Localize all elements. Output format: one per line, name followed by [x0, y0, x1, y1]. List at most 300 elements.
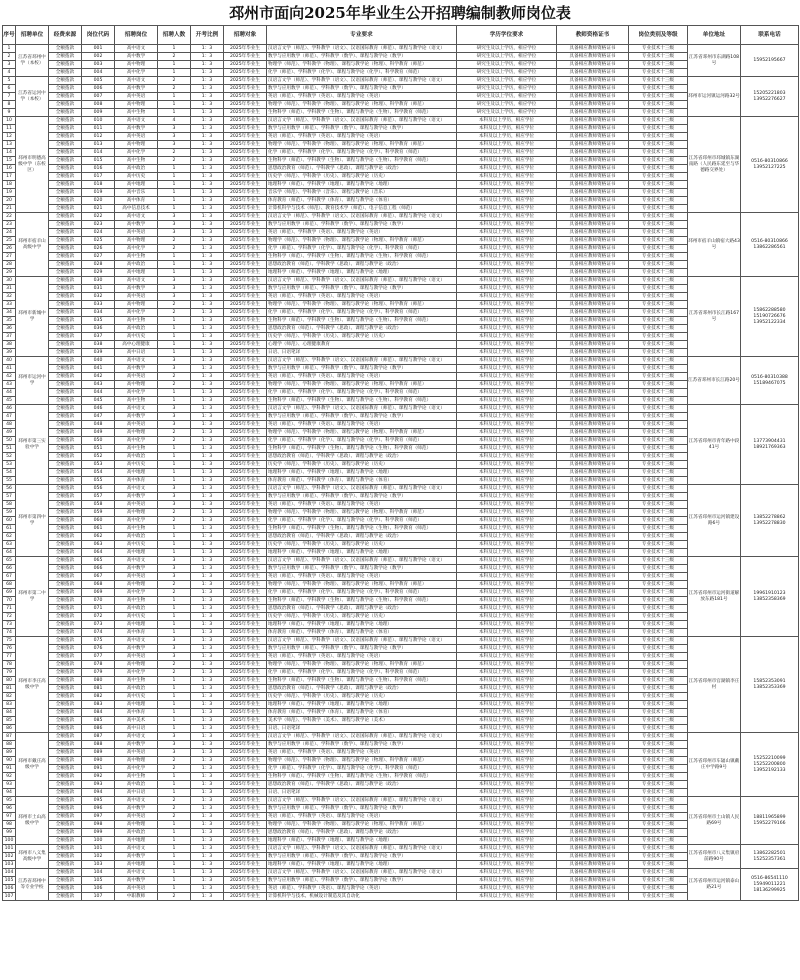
- teacher-certificate: 具备相应教师资格证书: [557, 157, 629, 165]
- position-name: 高中数学: [115, 877, 158, 885]
- exam-ratio: 1：3: [191, 485, 224, 493]
- position-name: 高中日语: [115, 725, 158, 733]
- major-requirement: 生物科学（师范）、学科教学（生物）、课程与教学论（生物）、科学教育（师范）: [267, 253, 457, 261]
- recruit-target: 2025年毕业生: [224, 245, 267, 253]
- teacher-certificate: 具备相应教师资格证书: [557, 837, 629, 845]
- row-number: 99: [3, 829, 16, 837]
- row-number: 90: [3, 757, 16, 765]
- row-number: 39: [3, 349, 16, 357]
- table-row: [3, 397, 799, 405]
- funding-source: 全额拨款: [49, 461, 82, 469]
- position-category: 专业技术十三级: [629, 701, 688, 709]
- recruit-target: 2025年毕业生: [224, 45, 267, 53]
- position-code: 001: [82, 45, 115, 53]
- table-row: [3, 725, 799, 733]
- hire-count: 1: [158, 349, 191, 357]
- degree-requirement: 本科及以上学历，相应学位: [457, 205, 557, 213]
- position-name: 高中英语: [115, 501, 158, 509]
- position-category: 专业技术十三级: [629, 549, 688, 557]
- recruit-target: 2025年毕业生: [224, 589, 267, 597]
- major-requirement: 化学（师范）、学科教学（化学）、课程与教学论（化学）、科学教育（师范）: [267, 669, 457, 677]
- teacher-certificate: 具备相应教师资格证书: [557, 877, 629, 885]
- position-name: 高中政治: [115, 453, 158, 461]
- table-row: [3, 613, 799, 621]
- major-requirement: 思想政治教育（师范）、学科教学（思政）、课程与教学论（政治）: [267, 533, 457, 541]
- position-code: 051: [82, 445, 115, 453]
- degree-requirement: 本科及以上学历，相应学位: [457, 253, 557, 261]
- table-row: [3, 741, 799, 749]
- teacher-certificate: 具备相应教师资格证书: [557, 461, 629, 469]
- major-requirement: 物理学（师范）、学科教学（物理）、课程与教学论（物理）、科学教育（师范）: [267, 381, 457, 389]
- hire-count: 2: [158, 245, 191, 253]
- exam-ratio: 1：3: [191, 53, 224, 61]
- major-requirement: 汉语言文学（师范）、学科教学（语文）、汉语国际教育（师范）、课程与教学论（语文）: [267, 77, 457, 85]
- degree-requirement: 本科及以上学历，相应学位: [457, 405, 557, 413]
- funding-source: 全额拨款: [49, 653, 82, 661]
- position-name: 高中生物: [115, 597, 158, 605]
- position-name: 高中美术: [115, 717, 158, 725]
- contact-phone: 0516-80310866 13952127225: [741, 117, 799, 213]
- table-row: [3, 477, 799, 485]
- degree-requirement: 本科及以上学历，相应学位: [457, 829, 557, 837]
- funding-source: 全额拨款: [49, 341, 82, 349]
- position-code: 069: [82, 589, 115, 597]
- position-category: 专业技术十三级: [629, 517, 688, 525]
- recruit-target: 2025年毕业生: [224, 861, 267, 869]
- funding-source: 全额拨款: [49, 109, 82, 117]
- teacher-certificate: 具备相应教师资格证书: [557, 149, 629, 157]
- teacher-certificate: 具备相应教师资格证书: [557, 677, 629, 685]
- position-code: 073: [82, 621, 115, 629]
- hire-count: 2: [158, 437, 191, 445]
- teacher-certificate: 具备相应教师资格证书: [557, 381, 629, 389]
- contact-phone: 13773904431 18921769363: [741, 405, 799, 485]
- exam-ratio: 1：3: [191, 709, 224, 717]
- funding-source: 全额拨款: [49, 805, 82, 813]
- major-requirement: 体育教育（师范）、学科教学（体育）、课程与教学论（体育）: [267, 477, 457, 485]
- table-body: [3, 45, 799, 901]
- major-requirement: 汉语言文学（师范）、学科教学（语文）、汉语国际教育（师范）、课程与教学论（语文）: [267, 213, 457, 221]
- degree-requirement: 本科及以上学历，相应学位: [457, 581, 557, 589]
- row-number: 22: [3, 213, 16, 221]
- recruit-target: 2025年毕业生: [224, 341, 267, 349]
- position-category: 专业技术十三级: [629, 381, 688, 389]
- degree-requirement: 本科及以上学历，相应学位: [457, 461, 557, 469]
- position-code: 024: [82, 229, 115, 237]
- table-row: [3, 413, 799, 421]
- recruit-target: 2025年毕业生: [224, 741, 267, 749]
- degree-requirement: 本科及以上学历，相应学位: [457, 349, 557, 357]
- teacher-certificate: 具备相应教师资格证书: [557, 141, 629, 149]
- position-category: 专业技术十三级: [629, 853, 688, 861]
- degree-requirement: 本科及以上学历，相应学位: [457, 893, 557, 901]
- position-name: 中职教师: [115, 893, 158, 901]
- position-category: 专业技术十三级: [629, 717, 688, 725]
- major-requirement: 化学（师范）、学科教学（化学）、课程与教学论（化学）、科学教育（师范）: [267, 245, 457, 253]
- row-number: 9: [3, 109, 16, 117]
- recruit-target: 2025年毕业生: [224, 685, 267, 693]
- major-requirement: 英语（师范）、学科教学（英语）、课程与教学论（英语）: [267, 749, 457, 757]
- major-requirement: 物理学（师范）、学科教学（物理）、课程与教学论（物理）、科学教育（师范）: [267, 429, 457, 437]
- exam-ratio: 1：3: [191, 389, 224, 397]
- position-code: 042: [82, 373, 115, 381]
- position-category: 专业技术十三级: [629, 685, 688, 693]
- exam-ratio: 1：3: [191, 205, 224, 213]
- position-name: 高中英语: [115, 93, 158, 101]
- unit-name: 邳州市运河中学: [16, 357, 49, 405]
- table-row: [3, 309, 799, 317]
- position-name: 高中化学: [115, 245, 158, 253]
- table-row: [3, 77, 799, 85]
- major-requirement: 生物科学（师范）、学科教学（生物）、课程与教学论（生物）、科学教育（师范）: [267, 157, 457, 165]
- contact-phone: 15205221803 13952276627: [741, 77, 799, 117]
- exam-ratio: 1：3: [191, 517, 224, 525]
- position-code: 016: [82, 165, 115, 173]
- row-number: 93: [3, 781, 16, 789]
- position-code: 050: [82, 437, 115, 445]
- major-requirement: 体育教育（师范）、学科教学（体育）、课程与教学论（体育）: [267, 629, 457, 637]
- exam-ratio: 1：3: [191, 101, 224, 109]
- table-row: [3, 733, 799, 741]
- position-name: 高中数学: [115, 365, 158, 373]
- exam-ratio: 1：3: [191, 829, 224, 837]
- teacher-certificate: 具备相应教师资格证书: [557, 509, 629, 517]
- position-name: 高中物理: [115, 141, 158, 149]
- teacher-certificate: 具备相应教师资格证书: [557, 533, 629, 541]
- exam-ratio: 1：3: [191, 189, 224, 197]
- degree-requirement: 研究生及以上学历，相应学位: [457, 85, 557, 93]
- teacher-certificate: 具备相应教师资格证书: [557, 277, 629, 285]
- position-code: 084: [82, 709, 115, 717]
- teacher-certificate: 具备相应教师资格证书: [557, 605, 629, 613]
- funding-source: 全额拨款: [49, 293, 82, 301]
- degree-requirement: 本科及以上学历，相应学位: [457, 325, 557, 333]
- teacher-certificate: 具备相应教师资格证书: [557, 61, 629, 69]
- position-category: 专业技术十三级: [629, 629, 688, 637]
- position-category: 专业技术十三级: [629, 301, 688, 309]
- position-category: 专业技术十三级: [629, 493, 688, 501]
- table-row: [3, 549, 799, 557]
- major-requirement: 汉语言文学（师范）、学科教学（语文）、汉语国际教育（师范）、课程与教学论（语文）: [267, 557, 457, 565]
- teacher-certificate: 具备相应教师资格证书: [557, 493, 629, 501]
- position-category: 专业技术十三级: [629, 621, 688, 629]
- position-category: 专业技术十三级: [629, 165, 688, 173]
- teacher-certificate: 具备相应教师资格证书: [557, 445, 629, 453]
- exam-ratio: 1：3: [191, 781, 224, 789]
- hire-count: 3: [158, 285, 191, 293]
- table-row: [3, 437, 799, 445]
- row-number: 100: [3, 837, 16, 845]
- degree-requirement: 本科及以上学历，相应学位: [457, 413, 557, 421]
- teacher-certificate: 具备相应教师资格证书: [557, 173, 629, 181]
- row-number: 14: [3, 149, 16, 157]
- degree-requirement: 本科及以上学历，相应学位: [457, 237, 557, 245]
- recruit-target: 2025年毕业生: [224, 133, 267, 141]
- position-name: 高中体育: [115, 629, 158, 637]
- degree-requirement: 本科及以上学历，相应学位: [457, 749, 557, 757]
- row-number: 62: [3, 533, 16, 541]
- recruit-target: 2025年毕业生: [224, 269, 267, 277]
- position-name: 高中数学: [115, 85, 158, 93]
- degree-requirement: 本科及以上学历，相应学位: [457, 333, 557, 341]
- hire-count: 1: [158, 717, 191, 725]
- exam-ratio: 1：3: [191, 333, 224, 341]
- funding-source: 全额拨款: [49, 525, 82, 533]
- exam-ratio: 1：3: [191, 685, 224, 693]
- position-code: 088: [82, 741, 115, 749]
- table-row: [3, 221, 799, 229]
- teacher-certificate: 具备相应教师资格证书: [557, 365, 629, 373]
- position-name: 高中物理: [115, 61, 158, 69]
- funding-source: 全额拨款: [49, 893, 82, 901]
- hire-count: 4: [158, 117, 191, 125]
- position-name: 高中生物: [115, 397, 158, 405]
- degree-requirement: 本科及以上学历，相应学位: [457, 517, 557, 525]
- position-code: 023: [82, 221, 115, 229]
- recruit-target: 2025年毕业生: [224, 581, 267, 589]
- position-code: 053: [82, 461, 115, 469]
- major-requirement: 生物科学（师范）、学科教学（生物）、课程与教学论（生物）、科学教育（师范）: [267, 445, 457, 453]
- recruit-target: 2025年毕业生: [224, 325, 267, 333]
- position-code: 054: [82, 469, 115, 477]
- table-row: [3, 197, 799, 205]
- funding-source: 全额拨款: [49, 381, 82, 389]
- unit-address: 江苏省邳州市运河镇泰山路21号: [688, 869, 741, 901]
- position-name: 高中英语: [115, 229, 158, 237]
- teacher-certificate: 具备相应教师资格证书: [557, 573, 629, 581]
- position-name: 高中语文: [115, 117, 158, 125]
- degree-requirement: 本科及以上学历，相应学位: [457, 709, 557, 717]
- teacher-certificate: 具备相应教师资格证书: [557, 189, 629, 197]
- teacher-certificate: 具备相应教师资格证书: [557, 93, 629, 101]
- major-requirement: 数学与应用数学（师范）、学科教学（数学）、课程与教学论（数学）: [267, 645, 457, 653]
- teacher-certificate: 具备相应教师资格证书: [557, 437, 629, 445]
- table-row: [3, 637, 799, 645]
- position-category: 专业技术十三级: [629, 389, 688, 397]
- row-number: 63: [3, 541, 16, 549]
- position-code: 006: [82, 85, 115, 93]
- position-category: 专业技术十三级: [629, 125, 688, 133]
- row-number: 88: [3, 741, 16, 749]
- hire-count: 1: [158, 261, 191, 269]
- row-number: 65: [3, 557, 16, 565]
- funding-source: 全额拨款: [49, 157, 82, 165]
- table-row: [3, 93, 799, 101]
- hire-count: 3: [158, 365, 191, 373]
- major-requirement: 思想政治教育（师范）、学科教学（思政）、课程与教学论（政治）: [267, 685, 457, 693]
- degree-requirement: 本科及以上学历，相应学位: [457, 861, 557, 869]
- hire-count: 3: [158, 493, 191, 501]
- exam-ratio: 1：3: [191, 453, 224, 461]
- degree-requirement: 本科及以上学历，相应学位: [457, 493, 557, 501]
- position-code: 043: [82, 381, 115, 389]
- column-header: 招聘单位: [16, 26, 49, 45]
- degree-requirement: 本科及以上学历，相应学位: [457, 477, 557, 485]
- hire-count: 1: [158, 845, 191, 853]
- teacher-certificate: 具备相应教师资格证书: [557, 733, 629, 741]
- position-category: 专业技术十三级: [629, 149, 688, 157]
- major-requirement: 物理学（师范）、学科教学（物理）、课程与教学论（物理）、科学教育（师范）: [267, 821, 457, 829]
- major-requirement: 数学与应用数学（师范）、学科教学（数学）、课程与教学论（数学）: [267, 125, 457, 133]
- exam-ratio: 1：3: [191, 853, 224, 861]
- position-code: 096: [82, 805, 115, 813]
- exam-ratio: 1：3: [191, 573, 224, 581]
- major-requirement: 英语（师范）、学科教学（英语）、课程与教学论（英语）: [267, 93, 457, 101]
- position-name: 高中语文: [115, 733, 158, 741]
- position-category: 专业技术十三级: [629, 261, 688, 269]
- teacher-certificate: 具备相应教师资格证书: [557, 349, 629, 357]
- position-name: 高中地理: [115, 701, 158, 709]
- degree-requirement: 本科及以上学历，相应学位: [457, 149, 557, 157]
- exam-ratio: 1：3: [191, 245, 224, 253]
- funding-source: 全额拨款: [49, 509, 82, 517]
- exam-ratio: 1：3: [191, 325, 224, 333]
- hire-count: 1: [158, 317, 191, 325]
- degree-requirement: 本科及以上学历，相应学位: [457, 301, 557, 309]
- position-category: 专业技术十三级: [629, 117, 688, 125]
- exam-ratio: 1：3: [191, 93, 224, 101]
- row-number: 94: [3, 789, 16, 797]
- position-name: 高中化学: [115, 69, 158, 77]
- recruit-target: 2025年毕业生: [224, 221, 267, 229]
- exam-ratio: 1：3: [191, 317, 224, 325]
- row-number: 57: [3, 493, 16, 501]
- teacher-certificate: 具备相应教师资格证书: [557, 165, 629, 173]
- position-category: 专业技术十三级: [629, 637, 688, 645]
- position-code: 030: [82, 277, 115, 285]
- position-name: 高中体育: [115, 709, 158, 717]
- table-row: [3, 885, 799, 893]
- position-name: 高中英语: [115, 653, 158, 661]
- funding-source: 全额拨款: [49, 581, 82, 589]
- recruit-target: 2025年毕业生: [224, 101, 267, 109]
- position-category: 专业技术十三级: [629, 189, 688, 197]
- row-number: 102: [3, 853, 16, 861]
- position-code: 071: [82, 605, 115, 613]
- exam-ratio: 1：3: [191, 661, 224, 669]
- position-code: 047: [82, 413, 115, 421]
- row-number: 76: [3, 645, 16, 653]
- teacher-certificate: 具备相应教师资格证书: [557, 541, 629, 549]
- position-name: 高中语文: [115, 277, 158, 285]
- major-requirement: 思想政治教育（师范）、学科教学（思政）、课程与教学论（政治）: [267, 261, 457, 269]
- position-category: 专业技术十三级: [629, 181, 688, 189]
- hire-count: 2: [158, 893, 191, 901]
- exam-ratio: 1：3: [191, 253, 224, 261]
- exam-ratio: 1：3: [191, 717, 224, 725]
- major-requirement: 物理学（师范）、学科教学（物理）、课程与教学论（物理）、科学教育（师范）: [267, 141, 457, 149]
- table-row: [3, 277, 799, 285]
- exam-ratio: 1：3: [191, 349, 224, 357]
- position-category: 专业技术十三级: [629, 141, 688, 149]
- position-name: 高中政治: [115, 685, 158, 693]
- row-number: 58: [3, 501, 16, 509]
- position-category: 专业技术十三级: [629, 789, 688, 797]
- unit-address: 江苏省邳州市长江路20号: [688, 357, 741, 405]
- row-number: 71: [3, 605, 16, 613]
- table-row: [3, 789, 799, 797]
- recruit-target: 2025年毕业生: [224, 141, 267, 149]
- position-name: 高中化学: [115, 437, 158, 445]
- funding-source: 全额拨款: [49, 869, 82, 877]
- degree-requirement: 本科及以上学历，相应学位: [457, 613, 557, 621]
- table-row: [3, 61, 799, 69]
- position-code: 013: [82, 141, 115, 149]
- table-row: [3, 173, 799, 181]
- table-row: [3, 357, 799, 365]
- row-number: 36: [3, 325, 16, 333]
- position-category: 专业技术十三级: [629, 733, 688, 741]
- exam-ratio: 1：3: [191, 165, 224, 173]
- major-requirement: 化学（师范）、学科教学（化学）、课程与教学论（化学）、科学教育（师范）: [267, 765, 457, 773]
- recruit-target: 2025年毕业生: [224, 253, 267, 261]
- position-name: 高中生物: [115, 677, 158, 685]
- row-number: 25: [3, 237, 16, 245]
- teacher-certificate: 具备相应教师资格证书: [557, 885, 629, 893]
- position-name: 高中数学: [115, 221, 158, 229]
- major-requirement: 日语、日语笔译: [267, 349, 457, 357]
- unit-name: 邳州市新城中学: [16, 277, 49, 357]
- degree-requirement: 本科及以上学历，相应学位: [457, 637, 557, 645]
- exam-ratio: 1：3: [191, 557, 224, 565]
- table-row: [3, 125, 799, 133]
- funding-source: 全额拨款: [49, 437, 82, 445]
- degree-requirement: 本科及以上学历，相应学位: [457, 125, 557, 133]
- degree-requirement: 研究生及以上学历，相应学位: [457, 77, 557, 85]
- position-category: 专业技术十三级: [629, 845, 688, 853]
- position-category: 专业技术十三级: [629, 277, 688, 285]
- hire-count: 1: [158, 549, 191, 557]
- row-number: 73: [3, 621, 16, 629]
- hire-count: 2: [158, 77, 191, 85]
- teacher-certificate: 具备相应教师资格证书: [557, 629, 629, 637]
- position-code: 015: [82, 157, 115, 165]
- table-row: [3, 813, 799, 821]
- positions-table: [2, 25, 799, 901]
- recruit-target: 2025年毕业生: [224, 261, 267, 269]
- major-requirement: 心理学（师范）、心理健康教育: [267, 341, 457, 349]
- funding-source: 全额拨款: [49, 197, 82, 205]
- position-category: 专业技术十三级: [629, 541, 688, 549]
- recruit-target: 2025年毕业生: [224, 77, 267, 85]
- position-name: 高中物理: [115, 301, 158, 309]
- table-row: [3, 165, 799, 173]
- contact-phone: 0516-80310866 13862286561: [741, 213, 799, 277]
- hire-count: 1: [158, 869, 191, 877]
- major-requirement: 数学与应用数学（师范）、学科教学（数学）、课程与教学论（数学）: [267, 805, 457, 813]
- position-category: 专业技术十三级: [629, 461, 688, 469]
- exam-ratio: 1：3: [191, 645, 224, 653]
- funding-source: 全额拨款: [49, 533, 82, 541]
- exam-ratio: 1：3: [191, 357, 224, 365]
- degree-requirement: 本科及以上学历，相应学位: [457, 485, 557, 493]
- unit-address: 江苏省邳州市东湖路108号: [688, 45, 741, 77]
- row-number: 72: [3, 613, 16, 621]
- degree-requirement: 本科及以上学历，相应学位: [457, 597, 557, 605]
- hire-count: 2: [158, 509, 191, 517]
- position-name: 高中历史: [115, 461, 158, 469]
- degree-requirement: 本科及以上学历，相应学位: [457, 645, 557, 653]
- position-name: 高中数学: [115, 853, 158, 861]
- position-category: 专业技术十三级: [629, 397, 688, 405]
- row-number: 20: [3, 197, 16, 205]
- degree-requirement: 本科及以上学历，相应学位: [457, 421, 557, 429]
- major-requirement: 地理科学（师范）、学科教学（地理）、课程与教学论（地理）: [267, 837, 457, 845]
- position-code: 085: [82, 717, 115, 725]
- recruit-target: 2025年毕业生: [224, 429, 267, 437]
- exam-ratio: 1：3: [191, 429, 224, 437]
- teacher-certificate: 具备相应教师资格证书: [557, 117, 629, 125]
